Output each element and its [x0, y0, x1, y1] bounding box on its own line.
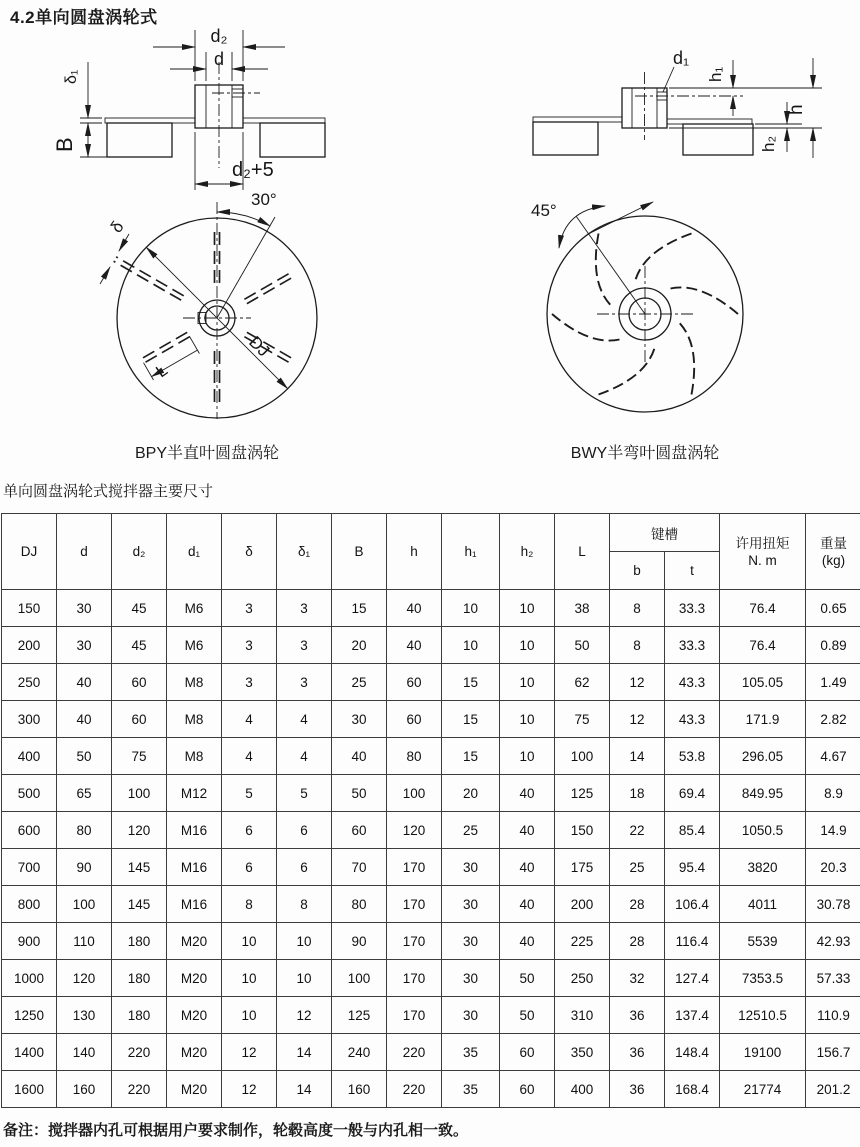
table-row — [2, 775, 860, 812]
table-cell: 3820 — [720, 849, 806, 886]
table-cell: 14 — [277, 1071, 332, 1108]
col-header-h2: h₂ — [500, 514, 555, 590]
table-cell: 42.93 — [806, 923, 860, 960]
table-cell: 1000 — [2, 960, 57, 997]
table-cell: 250 — [2, 664, 57, 701]
table-cell: 36 — [610, 1034, 665, 1071]
table-cell: 10 — [222, 923, 277, 960]
table-cell: 60 — [387, 701, 442, 738]
table-cell: 30 — [442, 886, 500, 923]
table-cell: 1050.5 — [720, 812, 806, 849]
table-cell: 65 — [57, 775, 112, 812]
table-cell: 57.33 — [806, 960, 860, 997]
table-cell: 40 — [500, 849, 555, 886]
table-cell: 600 — [2, 812, 57, 849]
table-cell: 120 — [57, 960, 112, 997]
disc-plate-right — [243, 118, 325, 123]
table-cell: 76.4 — [720, 627, 806, 664]
table-cell: 145 — [112, 886, 167, 923]
table-cell: 6 — [222, 812, 277, 849]
table-cell: 25 — [332, 664, 387, 701]
table-cell: 30 — [57, 627, 112, 664]
table-cell: 30 — [442, 849, 500, 886]
hub-wall-right — [232, 85, 243, 128]
table-cell: 32 — [610, 960, 665, 997]
table-cell: 70 — [332, 849, 387, 886]
table-cell: 90 — [57, 849, 112, 886]
table-cell: 500 — [2, 775, 57, 812]
table-row — [2, 627, 860, 664]
table-cell: 40 — [57, 701, 112, 738]
table-cell: 40 — [500, 923, 555, 960]
table-cell: 36 — [610, 1071, 665, 1108]
table-cell: 5 — [277, 775, 332, 812]
table-cell: 10 — [222, 997, 277, 1034]
table-cell: 145 — [112, 849, 167, 886]
table-cell: 106.4 — [665, 886, 720, 923]
table-cell: M16 — [167, 849, 222, 886]
table-cell: 5539 — [720, 923, 806, 960]
table-cell: 4 — [277, 701, 332, 738]
table-cell: 30 — [442, 960, 500, 997]
table-cell: 240 — [332, 1034, 387, 1071]
table-cell: 10 — [442, 627, 500, 664]
table-cell: 30.78 — [806, 886, 860, 923]
table-cell: 140 — [57, 1034, 112, 1071]
table-cell: 180 — [112, 997, 167, 1034]
col-header-h1: h₁ — [442, 514, 500, 590]
table-cell: 20 — [332, 627, 387, 664]
blade-right — [260, 123, 325, 157]
table-cell: 22 — [610, 812, 665, 849]
table-cell: 12 — [277, 997, 332, 1034]
table-cell: 14 — [610, 738, 665, 775]
table-cell: 40 — [332, 738, 387, 775]
table-cell: 45 — [112, 627, 167, 664]
table-cell: 69.4 — [665, 775, 720, 812]
table-cell: 10 — [277, 960, 332, 997]
table-cell: 4 — [277, 738, 332, 775]
col-header-B: B — [332, 514, 387, 590]
table-cell: 10 — [442, 590, 500, 627]
table-cell: M20 — [167, 1071, 222, 1108]
table-cell: 180 — [112, 923, 167, 960]
table-cell: 40 — [500, 886, 555, 923]
table-cell: 80 — [57, 812, 112, 849]
table-cell: 4.67 — [806, 738, 860, 775]
dim-label-DJ: DJ — [245, 332, 274, 361]
col-header-keyway-t: t — [665, 552, 720, 590]
table-cell: 170 — [387, 849, 442, 886]
table-cell: 175 — [555, 849, 610, 886]
blade-left — [533, 122, 598, 155]
col-header-d: d — [57, 514, 112, 590]
col-header-d2: d₂ — [112, 514, 167, 590]
table-cell: 10 — [500, 664, 555, 701]
table-cell: 20.3 — [806, 849, 860, 886]
table-cell: 50 — [500, 960, 555, 997]
dim-label-h2: h₂ — [759, 135, 778, 152]
dim-label-B: B — [52, 137, 77, 152]
table-cell: 170 — [387, 960, 442, 997]
table-cell: 40 — [57, 664, 112, 701]
torque-label-line1: 许用扭矩 — [735, 535, 790, 551]
col-header-DJ: DJ — [2, 514, 57, 590]
table-cell: 120 — [112, 812, 167, 849]
dim-label-delta: δ — [106, 217, 128, 237]
table-cell: 130 — [57, 997, 112, 1034]
table-cell: 10 — [500, 590, 555, 627]
col-header-delta: δ — [222, 514, 277, 590]
disc-plate-right — [667, 119, 752, 124]
col-header-keyway-group: 键槽 — [610, 514, 720, 552]
table-cell: 40 — [500, 775, 555, 812]
table-cell: 45 — [112, 590, 167, 627]
table-cell: 156.7 — [806, 1034, 860, 1071]
dim-label-delta1: δ₁ — [63, 69, 80, 84]
page-title: 4.2单向圆盘涡轮式 — [10, 8, 158, 27]
table-cell: 75 — [112, 738, 167, 775]
dim-label-h: h — [786, 104, 807, 115]
bwy-figure-caption: BWY半弯叶圆盘涡轮 — [570, 445, 720, 462]
table-cell: 170 — [387, 886, 442, 923]
blades — [114, 232, 293, 404]
table-cell: 35 — [442, 1034, 500, 1071]
bpy-figure-caption: BPY半直叶圆盘涡轮 — [134, 445, 280, 462]
table-cell: 180 — [112, 960, 167, 997]
spec-table-body — [2, 590, 860, 1108]
table-cell: 1.49 — [806, 664, 860, 701]
hub-wall-left — [622, 88, 632, 128]
table-cell: 30 — [332, 701, 387, 738]
table-cell: 300 — [2, 701, 57, 738]
table-cell: 125 — [555, 775, 610, 812]
table-cell: 200 — [555, 886, 610, 923]
dim-label-d1: d₁ — [673, 48, 690, 68]
table-row — [2, 590, 860, 627]
table-cell: 170 — [387, 997, 442, 1034]
table-cell: 220 — [387, 1071, 442, 1108]
dim-label-d2: d₂ — [210, 26, 228, 46]
table-cell: 19100 — [720, 1034, 806, 1071]
weight-label-line1: 重量 — [820, 535, 847, 551]
table-cell: 50 — [332, 775, 387, 812]
table-cell: 28 — [610, 886, 665, 923]
table-cell: 40 — [500, 812, 555, 849]
table-cell: M16 — [167, 812, 222, 849]
table-row — [2, 923, 860, 960]
disc-plate-left — [533, 117, 622, 122]
table-cell: 400 — [555, 1071, 610, 1108]
table-row — [2, 812, 860, 849]
table-cell: 14 — [277, 1034, 332, 1071]
table-cell: 8 — [610, 627, 665, 664]
table-cell: M20 — [167, 960, 222, 997]
table-cell: 60 — [112, 701, 167, 738]
table-cell: 10 — [500, 738, 555, 775]
table-cell: 127.4 — [665, 960, 720, 997]
table-cell: 8 — [610, 590, 665, 627]
table-cell: 105.05 — [720, 664, 806, 701]
table-cell: 50 — [57, 738, 112, 775]
table-cell: 110.9 — [806, 997, 860, 1034]
table-cell: 0.89 — [806, 627, 860, 664]
table-cell: 28 — [610, 923, 665, 960]
table-cell: 15 — [442, 738, 500, 775]
blade-right — [683, 124, 753, 155]
hub-wall-right — [657, 88, 667, 128]
table-cell: 148.4 — [665, 1034, 720, 1071]
table-cell: 150 — [2, 590, 57, 627]
table-cell: 38 — [555, 590, 610, 627]
table-cell: 25 — [610, 849, 665, 886]
table-cell: 3 — [277, 590, 332, 627]
table-cell: 12510.5 — [720, 997, 806, 1034]
table-cell: 10 — [222, 960, 277, 997]
table-cell: 6 — [277, 849, 332, 886]
table-cell: 7353.5 — [720, 960, 806, 997]
table-cell: 6 — [277, 812, 332, 849]
table-cell: 171.9 — [720, 701, 806, 738]
table-cell: 0.65 — [806, 590, 860, 627]
table-cell: 3 — [222, 590, 277, 627]
table-cell: 400 — [2, 738, 57, 775]
table-row — [2, 1034, 860, 1071]
table-row — [2, 960, 860, 997]
table-cell: 3 — [222, 627, 277, 664]
table-cell: 60 — [112, 664, 167, 701]
dim-label-L: L — [152, 360, 172, 382]
table-cell: 220 — [387, 1034, 442, 1071]
table-cell: 10 — [500, 627, 555, 664]
table-cell: 60 — [387, 664, 442, 701]
table-cell: M20 — [167, 923, 222, 960]
table-cell: 296.05 — [720, 738, 806, 775]
table-cell: 53.8 — [665, 738, 720, 775]
table-cell: 43.3 — [665, 664, 720, 701]
table-cell: 50 — [555, 627, 610, 664]
bwy-section-diagram — [465, 42, 860, 167]
table-cell: 137.4 — [665, 997, 720, 1034]
table-cell: 250 — [555, 960, 610, 997]
table-cell: 220 — [112, 1071, 167, 1108]
table-cell: 10 — [277, 923, 332, 960]
table-cell: 100 — [387, 775, 442, 812]
table-cell: 160 — [332, 1071, 387, 1108]
table-cell: 90 — [332, 923, 387, 960]
table-cell: 12 — [610, 701, 665, 738]
col-header-torque — [720, 514, 806, 590]
table-cell: 3 — [277, 627, 332, 664]
table-cell: 4011 — [720, 886, 806, 923]
table-cell: M6 — [167, 627, 222, 664]
table-cell: 4 — [222, 738, 277, 775]
table-cell: 15 — [442, 664, 500, 701]
table-header — [2, 514, 860, 590]
table-cell: 120 — [387, 812, 442, 849]
table-cell: 33.3 — [665, 590, 720, 627]
dim-label-d: d — [213, 49, 225, 69]
footer-note: 备注：搅拌器内孔可根据用户要求制作，轮毂高度一般与内孔相一致。 — [3, 1122, 469, 1139]
table-cell: 100 — [332, 960, 387, 997]
col-header-h: h — [387, 514, 442, 590]
col-header-keyway-b: b — [610, 552, 665, 590]
table-cell: 10 — [500, 701, 555, 738]
dim-label-angle: 45° — [531, 201, 557, 220]
table-row — [2, 664, 860, 701]
table-cell: 100 — [112, 775, 167, 812]
table-cell: 125 — [332, 997, 387, 1034]
table-cell: 30 — [442, 997, 500, 1034]
col-header-delta1: δ₁ — [277, 514, 332, 590]
bpy-section-diagram — [40, 26, 400, 196]
table-row — [2, 738, 860, 775]
table-cell: 20 — [442, 775, 500, 812]
table-row — [2, 701, 860, 738]
col-header-weight — [806, 514, 860, 590]
table-cell: 800 — [2, 886, 57, 923]
table-row — [2, 997, 860, 1034]
table-cell: 40 — [387, 590, 442, 627]
table-cell: 849.95 — [720, 775, 806, 812]
table-cell: 700 — [2, 849, 57, 886]
table-cell: M8 — [167, 738, 222, 775]
table-cell: 1250 — [2, 997, 57, 1034]
table-cell: 30 — [57, 590, 112, 627]
table-cell: 80 — [332, 886, 387, 923]
table-cell: 160 — [57, 1071, 112, 1108]
table-cell: 4 — [222, 701, 277, 738]
table-cell: 60 — [500, 1034, 555, 1071]
table-cell: 8 — [222, 886, 277, 923]
dim-label-h1: h₁ — [706, 66, 725, 82]
torque-label-line2: N. m — [748, 552, 777, 568]
table-cell: 60 — [500, 1071, 555, 1108]
table-cell: 2.82 — [806, 701, 860, 738]
table-cell: 76.4 — [720, 590, 806, 627]
table-cell: M20 — [167, 997, 222, 1034]
bwy-top-view-diagram — [525, 190, 840, 455]
table-cell: 50 — [500, 997, 555, 1034]
table-cell: 80 — [387, 738, 442, 775]
table-cell: 75 — [555, 701, 610, 738]
table-cell: 100 — [555, 738, 610, 775]
table-cell: 12 — [222, 1071, 277, 1108]
col-header-L: L — [555, 514, 610, 590]
table-cell: 40 — [387, 627, 442, 664]
table-cell: M8 — [167, 701, 222, 738]
hub-wall-left — [195, 85, 206, 128]
table-cell: 62 — [555, 664, 610, 701]
table-cell: 18 — [610, 775, 665, 812]
weight-label-line2: (kg) — [821, 552, 846, 568]
table-cell: 116.4 — [665, 923, 720, 960]
table-cell: 150 — [555, 812, 610, 849]
table-cell: 12 — [222, 1034, 277, 1071]
table-cell: 220 — [112, 1034, 167, 1071]
spec-table — [1, 513, 860, 1108]
table-cell: 12 — [610, 664, 665, 701]
table-cell: 110 — [57, 923, 112, 960]
disc-plate-left — [105, 118, 195, 123]
table-cell: 30 — [442, 923, 500, 960]
table-cell: 8 — [277, 886, 332, 923]
table-cell: 35 — [442, 1071, 500, 1108]
table-cell: 3 — [222, 664, 277, 701]
table-cell: 350 — [555, 1034, 610, 1071]
table-cell: 225 — [555, 923, 610, 960]
table-cell: 168.4 — [665, 1071, 720, 1108]
table-cell: 6 — [222, 849, 277, 886]
table-cell: 201.2 — [806, 1071, 860, 1108]
table-cell: 8.9 — [806, 775, 860, 812]
table-row — [2, 886, 860, 923]
dim-label-angle: 30° — [251, 190, 277, 209]
table-cell: 43.3 — [665, 701, 720, 738]
table-cell: 14.9 — [806, 812, 860, 849]
table-cell: M12 — [167, 775, 222, 812]
table-cell: 100 — [57, 886, 112, 923]
table-cell: 170 — [387, 923, 442, 960]
table-caption: 单向圆盘涡轮式搅拌器主要尺寸 — [3, 483, 214, 500]
table-cell: 15 — [442, 701, 500, 738]
table-cell: 60 — [332, 812, 387, 849]
table-cell: M16 — [167, 886, 222, 923]
table-cell: 33.3 — [665, 627, 720, 664]
table-cell: 5 — [222, 775, 277, 812]
table-cell: 15 — [332, 590, 387, 627]
table-cell: 200 — [2, 627, 57, 664]
table-cell: 900 — [2, 923, 57, 960]
table-cell: M20 — [167, 1034, 222, 1071]
table-cell: 36 — [610, 997, 665, 1034]
table-cell: 21774 — [720, 1071, 806, 1108]
dim-label-d2plus5: d₂+5 — [232, 159, 274, 181]
table-row — [2, 849, 860, 886]
col-header-d1: d₁ — [167, 514, 222, 590]
table-cell: M8 — [167, 664, 222, 701]
table-cell: 310 — [555, 997, 610, 1034]
table-cell: 25 — [442, 812, 500, 849]
table-cell: M6 — [167, 590, 222, 627]
table-row — [2, 1071, 860, 1108]
table-cell: 95.4 — [665, 849, 720, 886]
table-cell: 85.4 — [665, 812, 720, 849]
table-cell: 1400 — [2, 1034, 57, 1071]
table-cell: 1600 — [2, 1071, 57, 1108]
table-cell: 3 — [277, 664, 332, 701]
bpy-top-view-diagram — [85, 192, 365, 454]
blade-left — [107, 123, 172, 157]
